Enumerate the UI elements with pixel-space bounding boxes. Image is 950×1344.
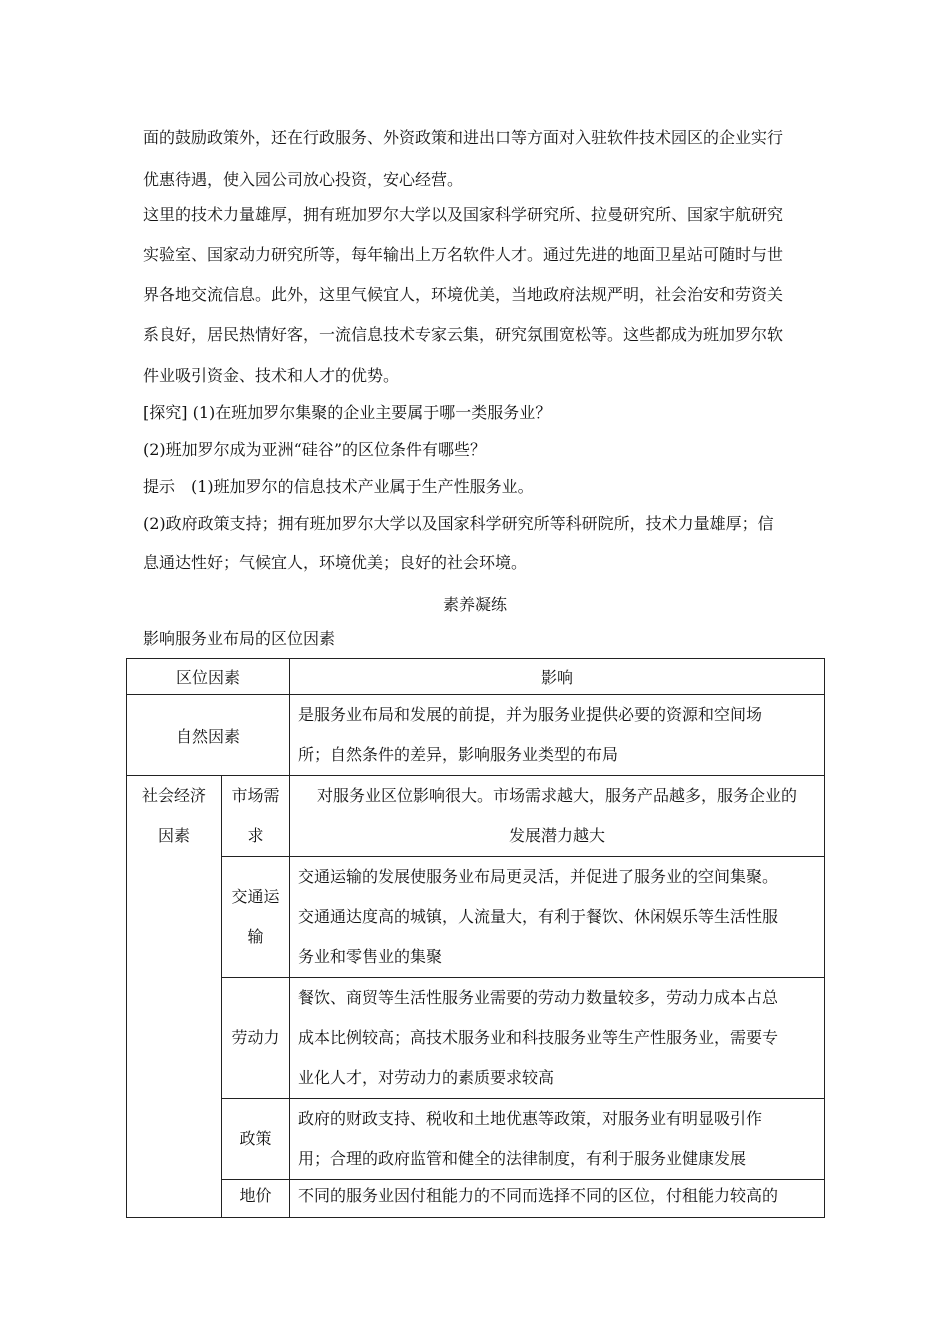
- question-line: (2)班加罗尔成为亚洲“硅谷”的区位条件有哪些？: [143, 440, 487, 459]
- effect-cell: [290, 776, 825, 857]
- effect-cell: [290, 1180, 825, 1218]
- table-row: [127, 695, 825, 776]
- effect-line: 是服务业布局和发展的前提，并为服务业提供必要的资源和空间场: [298, 705, 763, 724]
- factor-label-line: 求: [247, 826, 264, 845]
- factor-label-line: 劳动力: [231, 1028, 280, 1047]
- effect-cell: [290, 695, 825, 776]
- paragraph-line: 这里的技术力量雄厚，拥有班加罗尔大学以及国家科学研究所、拉曼研究所、国家宇航研究: [143, 205, 784, 224]
- effect-line: 业化人才，对劳动力的素质要求较高: [298, 1068, 555, 1087]
- paragraph-line: 实验室、国家动力研究所等，每年输出上万名软件人才。通过先进的地面卫星站可随时与世: [143, 245, 784, 264]
- paragraph-line: 界各地交流信息。此外，这里气候宜人，环境优美，当地政府法规严明，社会治安和劳资关: [143, 285, 784, 304]
- factor-label-line: 地价: [239, 1186, 272, 1205]
- effect-cell: [290, 1099, 825, 1180]
- factor-label-line: 输: [247, 927, 264, 946]
- effect-cell: [290, 978, 825, 1099]
- effect-line: 用；合理的政府监管和健全的法律制度，有利于服务业健康发展: [298, 1149, 747, 1168]
- location-factors-table: [126, 658, 825, 1218]
- effect-line: 交通通达度高的城镇，人流量大，有利于餐饮、休闲娱乐等生活性服: [298, 907, 779, 926]
- factor-labor: [222, 978, 290, 1099]
- hint-line: (2)政府政策支持；拥有班加罗尔大学以及国家科学研究所等科研院所，技术力量雄厚；信: [143, 514, 774, 533]
- table-row: [127, 1180, 825, 1218]
- header-effect: 影响: [290, 659, 825, 695]
- hint-line: 提示 (1)班加罗尔的信息技术产业属于生产性服务业。: [143, 477, 534, 496]
- effect-line: 政府的财政支持、税收和土地优惠等政策，对服务业有明显吸引作: [298, 1109, 763, 1128]
- paragraph-line: 面的鼓励政策外，还在行政服务、外资政策和进出口等方面对入驻软件技术园区的企业实行: [143, 128, 784, 147]
- factor-label-line: 因素: [157, 826, 190, 845]
- question-line: [探究] (1)在班加罗尔集聚的企业主要属于哪一类服务业？: [143, 403, 552, 422]
- table-row: [127, 776, 825, 857]
- factor-land-price: [222, 1180, 290, 1218]
- factor-market-demand: [222, 776, 290, 857]
- factor-natural: 自然因素: [127, 695, 290, 776]
- factor-policy: [222, 1099, 290, 1180]
- effect-line: 对服务业区位影响很大。市场需求越大，服务产品越多，服务企业的: [317, 786, 798, 805]
- paragraph-line: 件业吸引资金、技术和人才的优势。: [143, 366, 400, 385]
- hint-line: 息通达性好；气候宜人，环境优美；良好的社会环境。: [143, 553, 528, 572]
- factor-label-line: 市场需: [231, 786, 280, 805]
- table-caption: 影响服务业布局的区位因素: [143, 629, 336, 648]
- effect-line: 交通运输的发展使服务业布局更灵活，并促进了服务业的空间集聚。: [298, 867, 779, 886]
- factor-socioeconomic: [127, 776, 222, 1218]
- effect-line: 不同的服务业因付租能力的不同而选择不同的区位，付租能力较高的: [298, 1186, 779, 1205]
- effect-line: 所；自然条件的差异，影响服务业类型的布局: [298, 745, 619, 764]
- effect-line: 发展潜力越大: [509, 826, 606, 845]
- factor-label-line: 政策: [239, 1129, 272, 1148]
- paragraph-line: 系良好，居民热情好客，一流信息技术专家云集，研究氛围宽松等。这些都成为班加罗尔软: [143, 325, 784, 344]
- table-row: [127, 978, 825, 1099]
- paragraph-line: 优惠待遇，使入园公司放心投资，安心经营。: [143, 170, 464, 189]
- effect-cell: [290, 857, 825, 978]
- effect-line: 务业和零售业的集聚: [298, 947, 443, 966]
- effect-line: 成本比例较高；高技术服务业和科技服务业等生产性服务业，需要专: [298, 1028, 779, 1047]
- section-heading: 素养凝练: [442, 595, 507, 614]
- table-header-row: [127, 659, 825, 695]
- table-row: [127, 1099, 825, 1180]
- factor-transport: [222, 857, 290, 978]
- header-factor: 区位因素: [127, 659, 290, 695]
- factor-label-line: 交通运: [231, 887, 280, 906]
- effect-line: 餐饮、商贸等生活性服务业需要的劳动力数量较多，劳动力成本占总: [298, 988, 779, 1007]
- table-row: [127, 857, 825, 978]
- factor-label-line: 社会经济: [141, 786, 206, 805]
